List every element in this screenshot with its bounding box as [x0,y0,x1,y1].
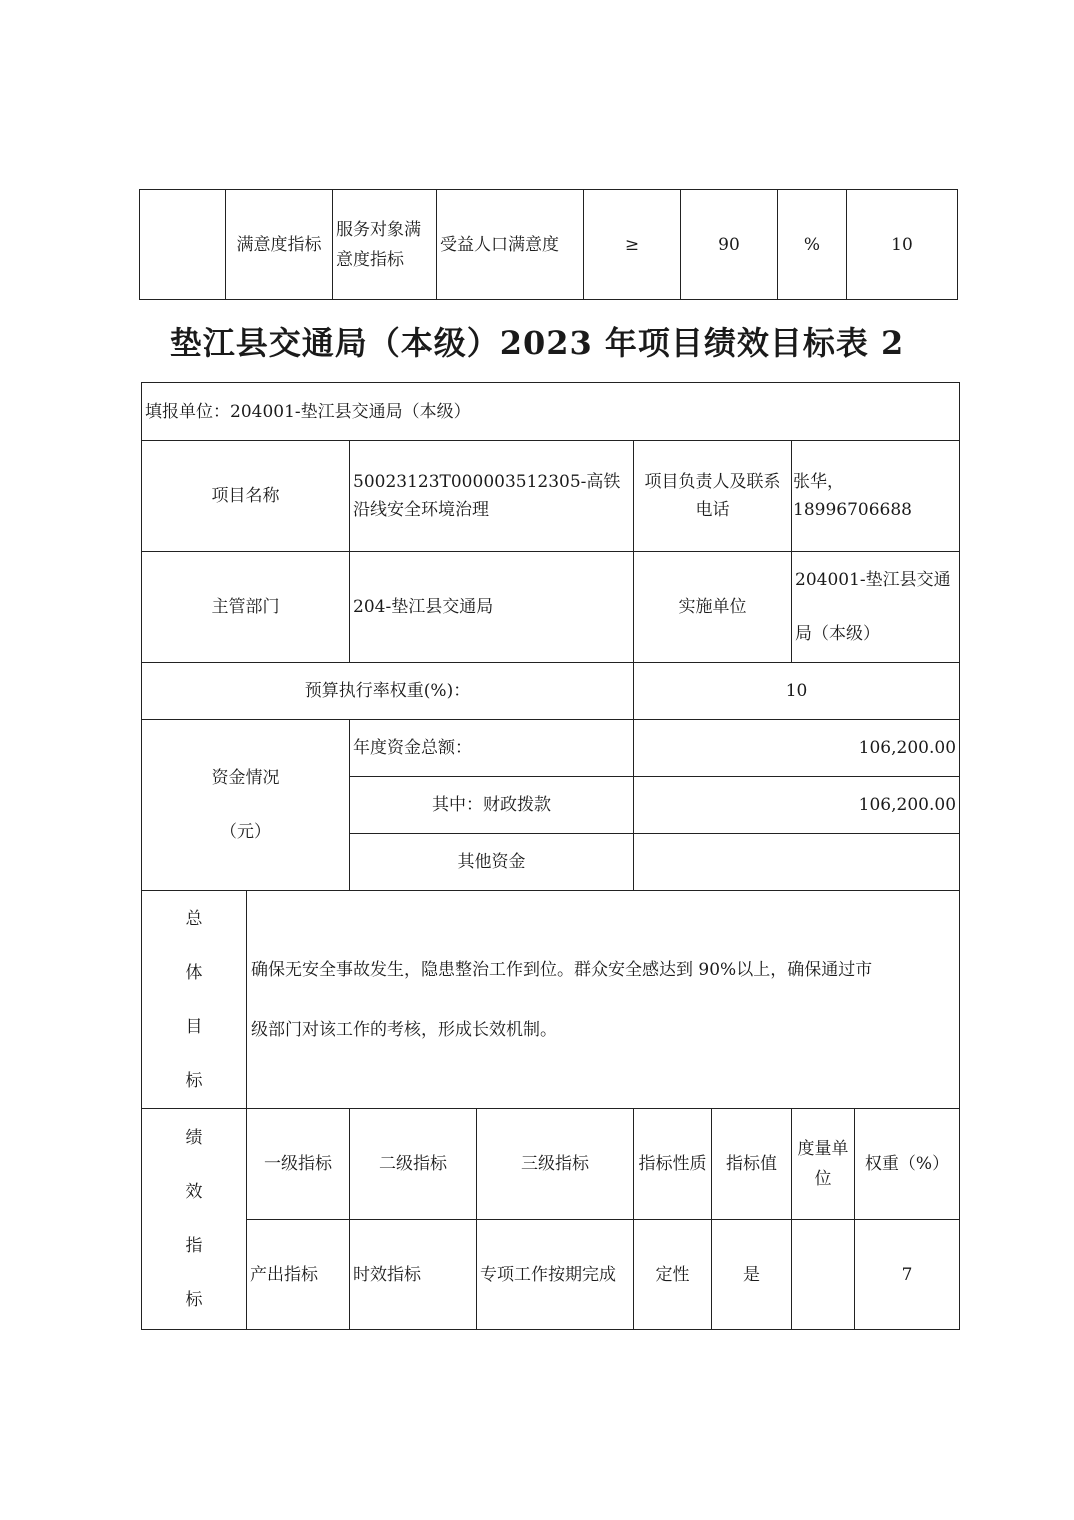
annual-total-value: 106,200.00 [634,720,960,777]
top-indicator-table [139,189,958,300]
header-level1: 一级指标 [247,1109,350,1220]
table-row [142,891,960,1109]
row-value: 是 [712,1220,792,1330]
impl-value: 204001-垫江县交通局（本级） [792,552,960,663]
table-row [142,663,960,720]
perf-label-char: 绩 [185,1128,203,1148]
table-row [142,1220,960,1330]
weight-cell: 10 [847,190,958,300]
level2-cell: 服务对象满意度指标 [333,190,437,300]
header-weight: 权重（%） [855,1109,960,1220]
goal-label-char: 目 [185,1016,203,1037]
row-weight: 7 [855,1220,960,1330]
goal-label [142,891,247,1109]
header-value: 指标值 [712,1109,792,1220]
header-unit: 度量单位 [792,1109,855,1220]
fill-unit: 填报单位：204001-垫江县交通局（本级） [142,383,960,441]
table-row [142,441,960,552]
row-nature: 定性 [634,1220,712,1330]
impl-label: 实施单位 [634,552,792,663]
row-unit [792,1220,855,1330]
value-cell: 90 [681,190,778,300]
leader-value: 张华，18996706688 [792,441,960,552]
header-level3: 三级指标 [477,1109,634,1220]
row-level1: 产出指标 [247,1220,350,1330]
goal-text-line2: 级部门对该工作的考核，形成长效机制。 [251,1019,557,1040]
goal-label-char: 总 [185,908,203,929]
project-name-label: 项目名称 [142,441,350,552]
dept-value: 204-垫江县交通局 [350,552,634,663]
funds-label-line1: 资金情况 [211,768,280,788]
unit-cell: % [778,190,847,300]
header-level2: 二级指标 [350,1109,477,1220]
budget-rate-label: 预算执行率权重(%)： [142,663,634,720]
budget-rate-value: 10 [634,663,960,720]
row-level2: 时效指标 [350,1220,477,1330]
level1-cell: 满意度指标 [226,190,333,300]
performance-target-table [141,382,960,1330]
empty-cell [140,190,226,300]
table-row [142,1109,960,1220]
level3-cell: 受益人口满意度 [437,190,584,300]
goal-label-char: 体 [185,962,203,983]
goal-text [247,891,960,1109]
row-level3: 专项工作按期完成 [477,1220,634,1330]
funds-label-line2: （元） [220,822,271,842]
other-funds-value [634,834,960,891]
perf-label-char: 标 [185,1290,203,1310]
dept-label: 主管部门 [142,552,350,663]
other-funds-label: 其他资金 [350,834,634,891]
fiscal-label: 其中：财政拨款 [350,777,634,834]
annual-total-label: 年度资金总额： [350,720,634,777]
page-title: 垫江县交通局（本级）2023 年项目绩效目标表 2 [169,324,905,362]
perf-label [142,1109,247,1330]
table-row [142,383,960,441]
goal-text-line1: 确保无安全事故发生，隐患整治工作到位。群众安全感达到 90%以上，确保通过市 [251,959,873,980]
table-row [140,190,958,300]
table-row [142,552,960,663]
table-row [142,720,960,777]
perf-label-char: 指 [185,1236,203,1256]
leader-label: 项目负责人及联系电话 [634,441,792,552]
header-nature: 指标性质 [634,1109,712,1220]
symbol-cell: ≥ [584,190,681,300]
fiscal-value: 106,200.00 [634,777,960,834]
perf-label-char: 效 [185,1182,203,1202]
goal-label-char: 标 [185,1070,203,1091]
funds-label [142,720,350,891]
project-name: 50023123T000003512305-高铁沿线安全环境治理 [350,441,634,552]
